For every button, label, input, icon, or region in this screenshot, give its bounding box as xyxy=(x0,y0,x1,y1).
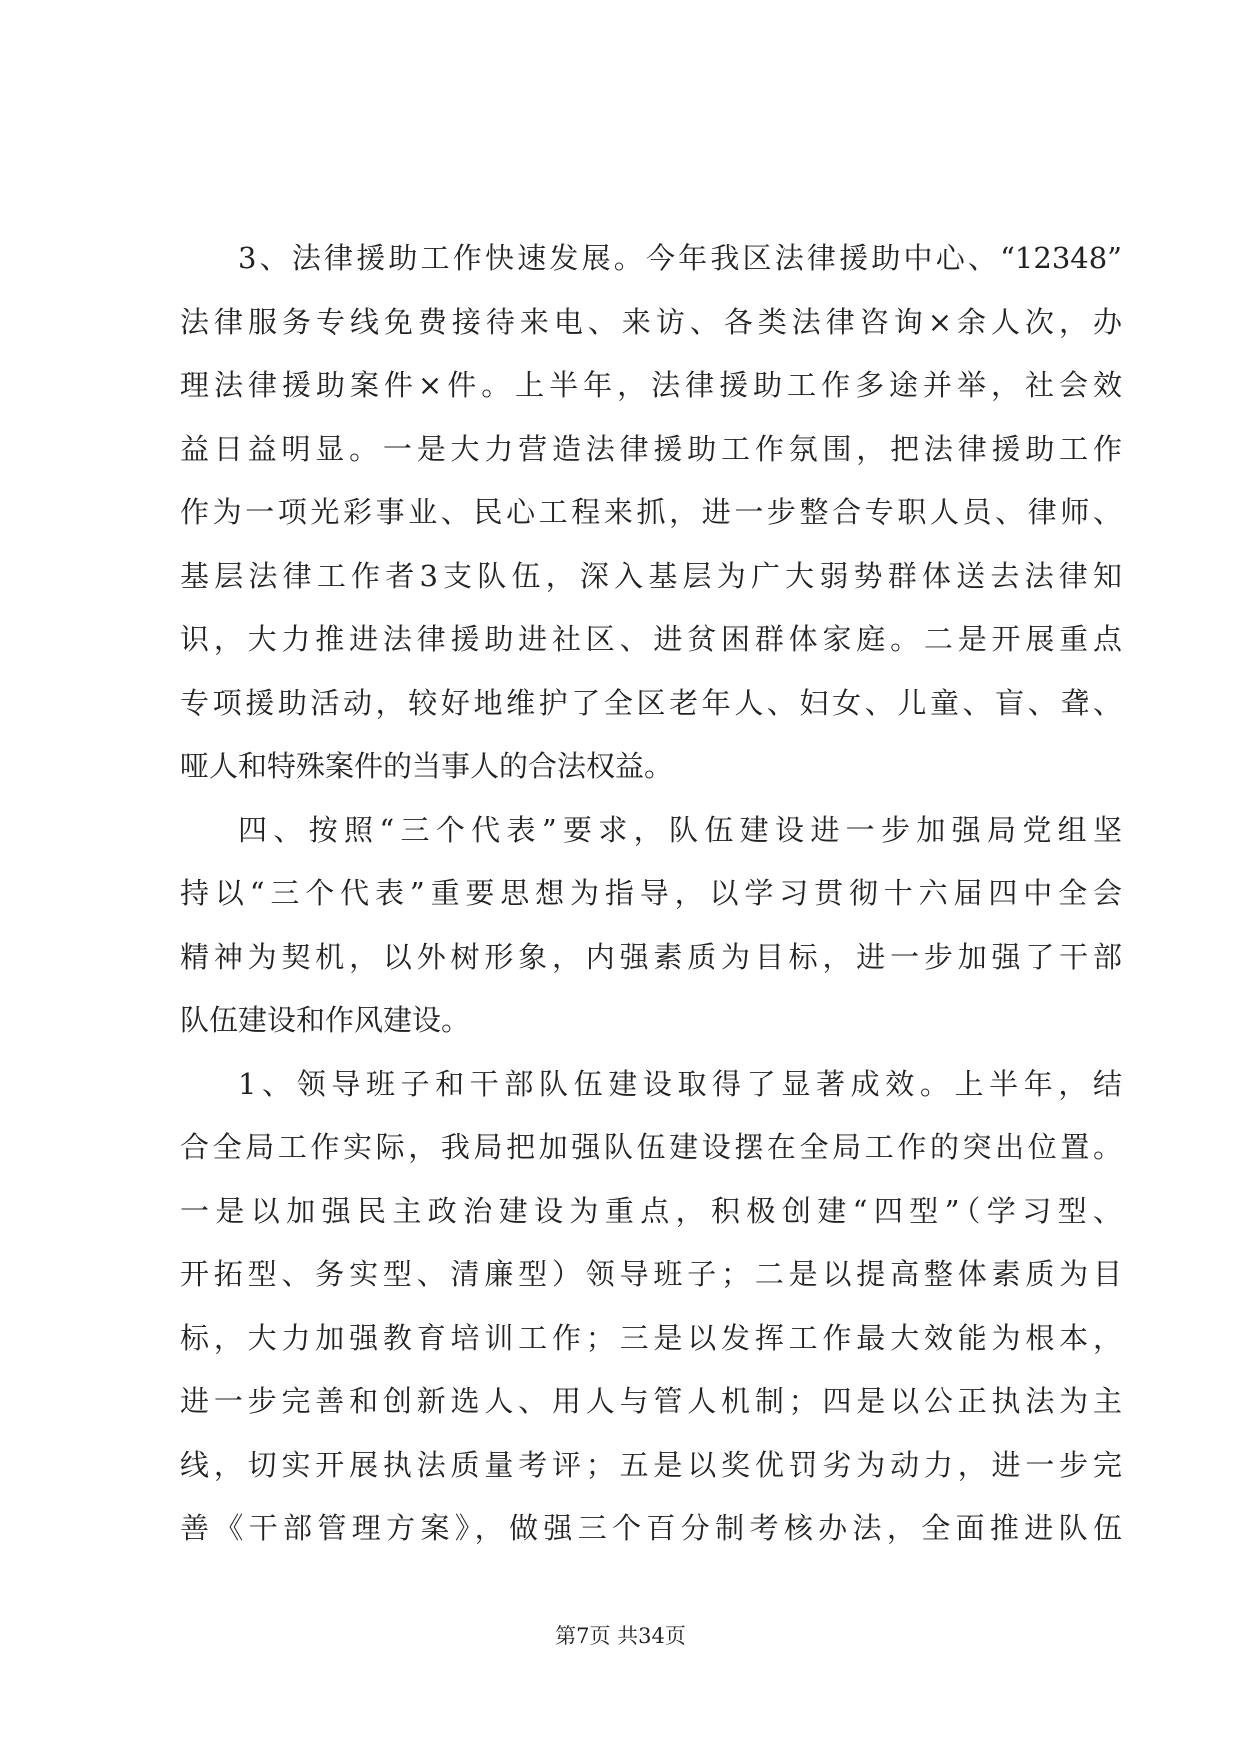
text-line: 标，大力加强教育培训工作；三是以发挥工作最大效能为根本， xyxy=(180,1320,1122,1355)
text-line: 3、法律援助工作快速发展。今年我区法律援助中心、“12348” xyxy=(238,241,1122,275)
text-line: 善《干部管理方案》，做强三个百分制考核办法，全面推进队伍 xyxy=(180,1511,1122,1545)
document-body xyxy=(180,227,1122,1561)
text-line: 进一步完善和创新选人、用人与管人机制；四是以公正执法为主 xyxy=(180,1384,1122,1418)
text-line: 1、领导班子和干部队伍建设取得了显著成效。上半年，结 xyxy=(238,1066,1122,1101)
text-line: 队伍建设和作风建设。 xyxy=(180,1003,471,1037)
text-line: 专项援助活动，较好地维护了全区老年人、妇女、儿童、盲、聋、 xyxy=(180,685,1122,720)
text-line: 法律服务专线免费接待来电、来访、各类法律咨询×余人次，办 xyxy=(180,304,1122,339)
text-line: 线，切实开展执法质量考评；五是以奖优罚劣为动力，进一步完 xyxy=(180,1447,1122,1482)
text-line: 理法律援助案件×件。上半年，法律援助工作多途并举，社会效 xyxy=(180,368,1122,402)
text-line: 四、按照“三个代表”要求，队伍建设进一步加强局党组坚 xyxy=(238,812,1122,847)
page-number-footer: 第7页 共34页 xyxy=(555,1624,686,1648)
text-line: 作为一项光彩事业、民心工程来抓，进一步整合专职人员、律师、 xyxy=(180,495,1122,529)
text-line: 持以“三个代表”重要思想为指导，以学习贯彻十六届四中全会 xyxy=(180,876,1122,910)
text-line: 哑人和特殊案件的当事人的合法权益。 xyxy=(180,749,674,783)
text-line: 一是以加强民主政治建设为重点，积极创建“四型”（学习型、 xyxy=(180,1193,1122,1228)
text-line: 精神为契机，以外树形象，内强素质为目标，进一步加强了干部 xyxy=(180,939,1122,974)
text-line: 识，大力推进法律援助进社区、进贫困群体家庭。二是开展重点 xyxy=(180,622,1122,656)
paragraph-leadership xyxy=(180,1053,1122,1561)
text-line: 合全局工作实际，我局把加强队伍建设摆在全局工作的突出位置。 xyxy=(180,1130,1122,1164)
paragraph-team-building xyxy=(180,799,1122,1053)
text-line: 益日益明显。一是大力营造法律援助工作氛围，把法律援助工作 xyxy=(180,431,1122,466)
paragraph-legal-aid xyxy=(180,227,1122,799)
text-line: 基层法律工作者3支队伍，深入基层为广大弱势群体送去法律知 xyxy=(180,558,1122,593)
text-line: 开拓型、务实型、清廉型）领导班子；二是以提高整体素质为目 xyxy=(180,1257,1122,1291)
